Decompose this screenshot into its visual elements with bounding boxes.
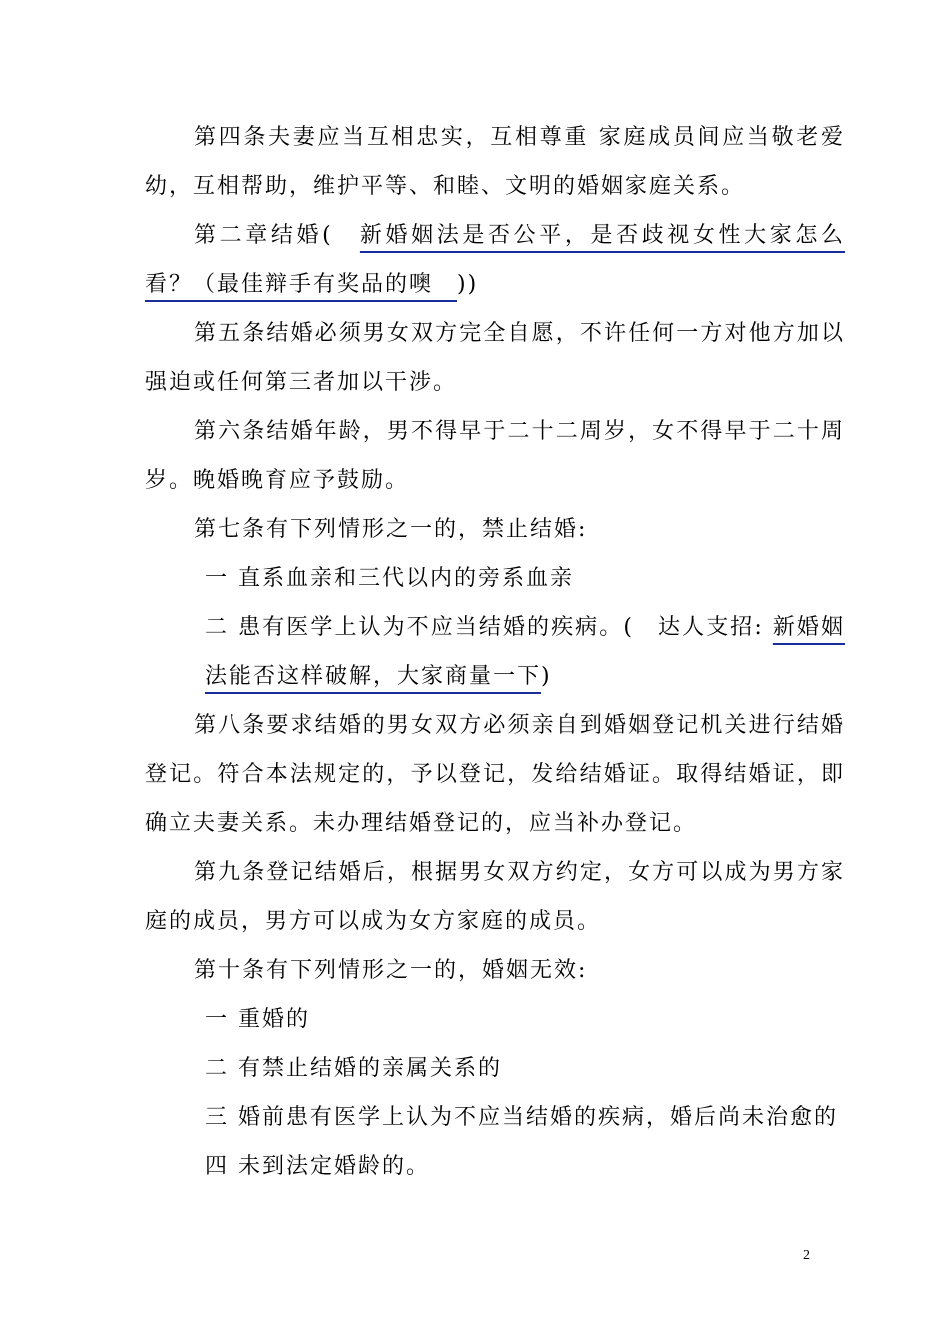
article-8: 第八条要求结婚的男女双方必须亲自到婚姻登记机关进行结婚登记。符合本法规定的，予以登记，发给结婚证。取得结婚证，即确立夫妻关系。未办理结婚登记的，应当补办登记。: [145, 713, 845, 836]
article-7-item-2-closing: ): [541, 664, 552, 689]
article-10: 第十条有下列情形之一的，婚姻无效:: [194, 958, 588, 983]
article-10-item-4: 四 未到法定婚龄的。: [205, 1154, 430, 1179]
article-5: 第五条结婚必须男女双方完全自愿，不许任何一方对他方加以强迫或任何第三者加以干涉。: [145, 321, 845, 395]
article-10-item-1: 一 重婚的: [205, 1007, 310, 1032]
article-10-item-2: 二 有禁止结婚的亲属关系的: [205, 1056, 502, 1081]
article-7-item-2-text: 二 患有医学上认为不应当结婚的疾病。( 达人支招:: [205, 615, 773, 640]
article-7: 第七条有下列情形之一的，禁止结婚:: [194, 517, 588, 542]
article-6: 第六条结婚年龄，男不得早于二十二周岁，女不得早于二十周岁。晚婚晚育应予鼓励。: [145, 419, 845, 493]
article-7-item-1: 一 直系血亲和三代以内的旁系血亲: [205, 566, 574, 591]
article-7-item-2: [145, 603, 845, 701]
workaround-discussion-link[interactable]: 新婚姻法能否这样破解，大家商量一下: [205, 615, 845, 689]
page-number: 2: [803, 1248, 810, 1263]
chapter-2-heading: [145, 211, 845, 309]
article-9: 第九条登记结婚后，根据男女双方约定，女方可以成为男方家庭的成员，男方可以成为女方家庭的成员。: [145, 860, 845, 934]
article-10-item-3: 三 婚前患有医学上认为不应当结婚的疾病，婚后尚未治愈的: [205, 1105, 838, 1130]
article-4: 第四条夫妻应当互相忠实，互相尊重 家庭成员间应当敬老爱幼，互相帮助，维护平等、和睦、文明的婚姻家庭关系。: [145, 125, 845, 199]
fairness-discussion-link[interactable]: 新婚姻法是否公平，是否歧视女性大家怎么看？（最佳辩手有奖品的噢: [145, 223, 845, 297]
chapter-2-title: 第二章结婚(: [194, 223, 360, 248]
document-body: [145, 113, 845, 1191]
chapter-2-closing: )): [457, 272, 479, 297]
